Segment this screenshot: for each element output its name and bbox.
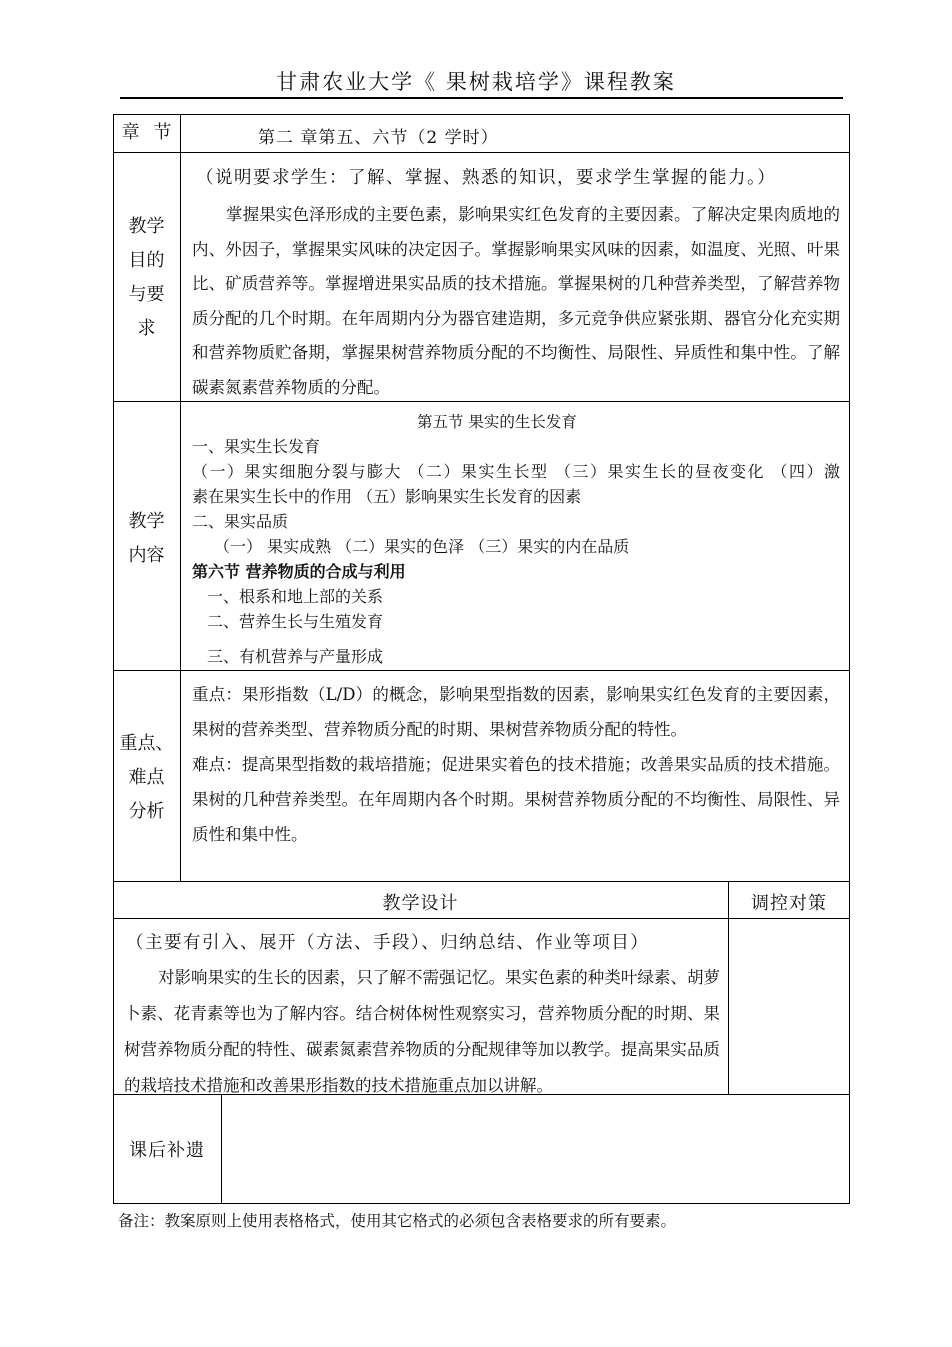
- label-column-divider: [180, 114, 181, 881]
- analysis-label: 重点、 难点 分析: [119, 733, 174, 822]
- content-item-5: （一） 果实成熟 （二）果实的色泽 （三）果实的内在品质: [214, 537, 630, 556]
- content-item-8: 三、有机营养与产量形成: [207, 647, 384, 666]
- design-note: （主要有引入、展开（方法、手段）、归纳总结、作业等项目）: [126, 933, 650, 953]
- objectives-note: （说明要求学生：了解、掌握、熟悉的知识，要求学生掌握的能力。）: [196, 168, 777, 188]
- content-label: 教学 内容: [128, 511, 165, 566]
- objectives-label: 教学 目的 与要 求: [128, 216, 165, 339]
- page-title: 甘肃农业大学《 果树栽培学》课程教案: [276, 70, 676, 94]
- footer-note: 备注：教案原则上使用表格格式，使用其它格式的必须包含表格要求的所有要素。: [118, 1212, 677, 1230]
- row-divider-3: [113, 670, 850, 671]
- content-item-2: （一）果实细胞分裂与膨大 （二）果实生长型 （三）果实生长的昼夜变化 （四）激: [192, 462, 840, 481]
- objectives-body: 掌握果实色泽形成的主要色素，影响果实红色发育的主要因素。了解决定果肉质地的 内、外因子，掌握果实风味的决定因子。掌握影响果实风味的因素，如温度、光照、叶果 比、矿质营养等。掌握增进果实品质的技术措施。掌握果树的几种营养类型，了解营养物 质分配的几个时期。在年周期内分为器官建造期，多元竞争供应紧张期、器官分化充实期 和营养物质贮备期，掌握果树营养物质分配的不均衡性、局限性、异质性和集中性。了解 碳素氮素营养物质的分配。: [192, 205, 840, 397]
- row-divider-4: [113, 881, 850, 882]
- supplement-column-divider: [221, 1094, 222, 1204]
- supplement-label: 课后补遗: [129, 1140, 205, 1161]
- content-item-3: 素在果实生长中的作用 （五）影响果实生长发育的因素: [192, 487, 582, 506]
- header-rule: [120, 97, 843, 99]
- row-divider-5: [113, 918, 850, 919]
- content-item-1: 一、果实生长发育: [192, 437, 321, 456]
- chapter-label: 章 节: [121, 122, 172, 143]
- control-header: 调控对策: [751, 893, 827, 914]
- content-item-4: 二、果实品质: [192, 512, 289, 531]
- content-item-7: 二、营养生长与生殖发育: [207, 612, 384, 631]
- row-divider-1: [113, 152, 850, 153]
- section5-title: 第五节 果实的生长发育: [417, 413, 577, 431]
- section6-title: 第六节 营养物质的合成与利用: [192, 562, 406, 581]
- design-header: 教学设计: [382, 893, 459, 914]
- content-item-6: 一、根系和地上部的关系: [207, 587, 384, 606]
- chapter-value: 第二 章第五、六节（2 学时）: [258, 128, 499, 148]
- analysis-body: 重点：果形指数（L/D）的概念，影响果型指数的因素，影响果实红色发育的主要因素， 果树的营养类型、营养物质分配的时期、果树营养物质分配的特性。 难点：提高果型指数的栽培措施；促进果实着色的技术措施；改善果实品质的技术措施。 果树的几种营养类型。在年周期内各个时期。果树营养物质分配的不均衡性、局限性、异 质性和集中性。: [192, 685, 840, 844]
- design-body: 对影响果实的生长的因素，只了解不需强记忆。果实色素的种类叶绿素、胡萝 卜素、花青素等也为了解内容。结合树体树性观察实习，营养物质分配的时期、果 树营养物质分配的特性、碳素氮素营养物质的分配规律等加以教学。提高果实品质 的栽培技术措施和改善果形指数的技术措施重点加以讲解。: [124, 968, 720, 1095]
